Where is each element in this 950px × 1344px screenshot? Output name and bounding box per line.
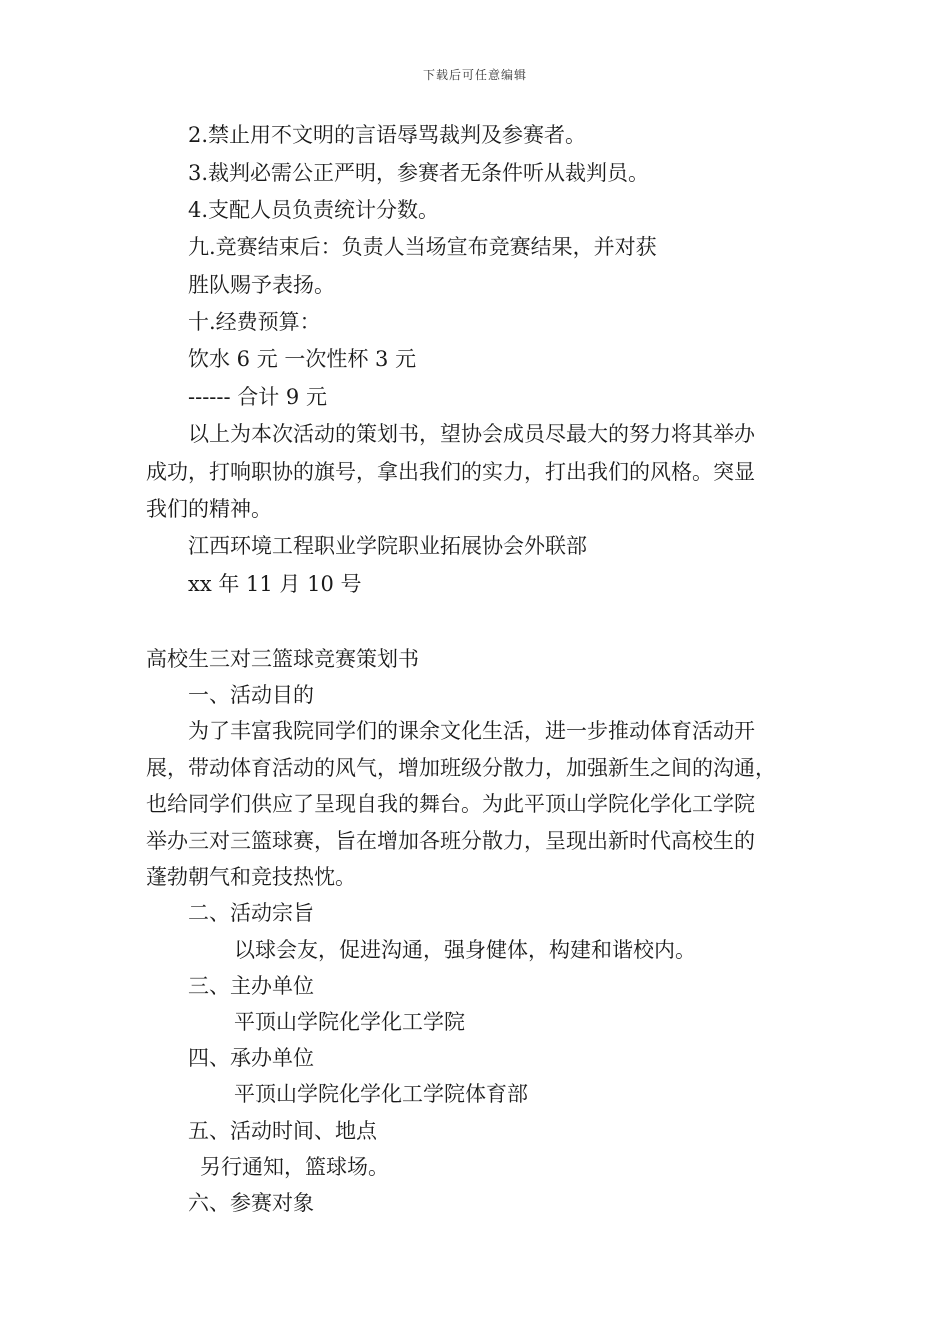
section-1-line-1: 为了丰富我院同学们的课余文化生活，进一步推动体育活动开	[188, 719, 755, 743]
section-9-line-2: 胜队赐予表扬。	[188, 273, 335, 297]
section-1-line-4: 举办三对三篮球赛，旨在增加各班分散力，呈现出新时代高校生的	[146, 829, 755, 853]
header-note: 下载后可任意编辑	[422, 68, 527, 82]
section-9-line-1: 九.竞赛结束后：负责人当场宣布竞赛结果，并对获	[188, 235, 657, 259]
section-4-body: 平顶山学院化学化工学院体育部	[234, 1082, 528, 1106]
section-1-heading: 一、活动目的	[188, 683, 314, 707]
section-2-heading: 二、活动宗旨	[188, 901, 314, 925]
rule-4: 4.支配人员负责统计分数。	[188, 198, 440, 222]
closing-line-2: 成功，打响职协的旗号，拿出我们的实力，打出我们的风格。突显	[146, 460, 755, 484]
organization-signature: 江西环境工程职业学院职业拓展协会外联部	[188, 534, 587, 558]
section-2-body: 以球会友，促进沟通，强身健体，构建和谐校内。	[234, 938, 696, 962]
section-5-body: 另行通知，篮球场。	[200, 1155, 389, 1179]
section-10-heading: 十.经费预算：	[188, 310, 321, 334]
closing-line-3: 我们的精神。	[146, 497, 272, 521]
section-1-line-3: 也给同学们供应了呈现自我的舞台。为此平顶山学院化学化工学院	[146, 792, 755, 816]
budget-items: 饮水 6 元 一次性杯 3 元	[188, 347, 417, 371]
section-3-heading: 三、主办单位	[188, 974, 314, 998]
rule-2: 2.禁止用不文明的言语辱骂裁判及参赛者。	[188, 123, 587, 147]
rule-3: 3.裁判必需公正严明，参赛者无条件听从裁判员。	[188, 161, 650, 185]
section-5-heading: 五、活动时间、地点	[188, 1119, 377, 1143]
section-1-line-2: 展，带动体育活动的风气，增加班级分散力，加强新生之间的沟通，	[146, 756, 776, 780]
budget-total: ------ 合计 9 元	[188, 385, 327, 409]
closing-line-1: 以上为本次活动的策划书，望协会成员尽最大的努力将其举办	[188, 422, 755, 446]
section-3-body: 平顶山学院化学化工学院	[234, 1010, 465, 1034]
document-title: 高校生三对三篮球竞赛策划书	[146, 647, 419, 671]
section-4-heading: 四、承办单位	[188, 1046, 314, 1070]
section-6-heading: 六、参赛对象	[188, 1191, 314, 1215]
signature-date: xx 年 11 月 10 号	[188, 572, 362, 596]
section-1-line-5: 蓬勃朝气和竞技热忱。	[146, 865, 356, 889]
